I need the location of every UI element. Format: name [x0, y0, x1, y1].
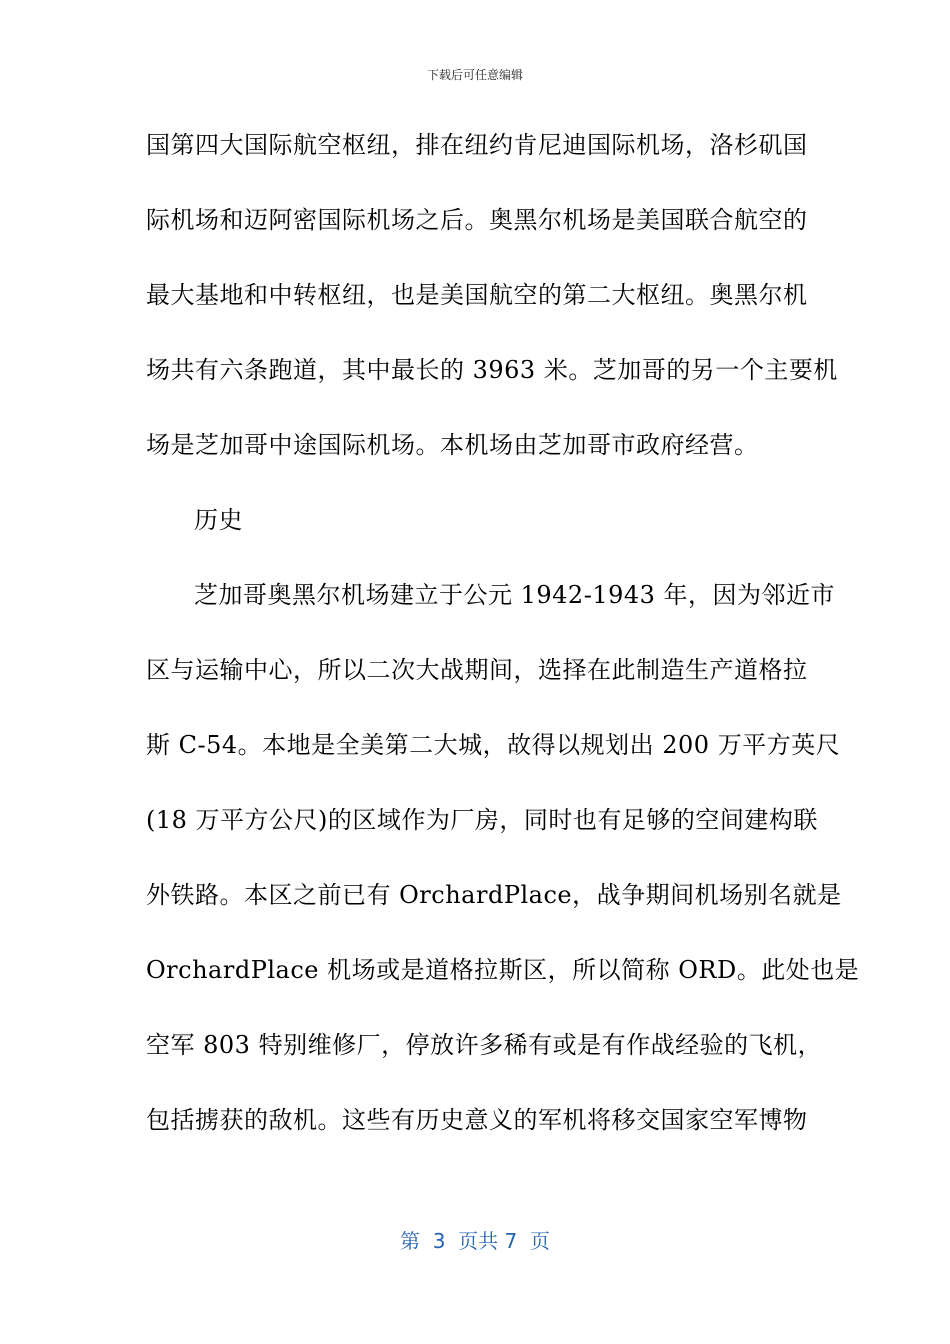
- body-line: OrchardPlace 机场或是道格拉斯区，所以简称 ORD。此处也是: [146, 956, 860, 984]
- body-line: 芝加哥奥黑尔机场建立于公元 1942-1943 年，因为邻近市: [194, 581, 836, 609]
- body-line: 场是芝加哥中途国际机场。本机场由芝加哥市政府经营。: [146, 431, 759, 459]
- section-heading: 历史: [194, 506, 243, 534]
- body-line: 最大基地和中转枢纽，也是美国航空的第二大枢纽。奥黑尔机: [146, 281, 808, 309]
- body-line: 包括掳获的敌机。这些有历史意义的军机将移交国家空军博物: [146, 1106, 808, 1134]
- body-line: 场共有六条跑道，其中最长的 3963 米。芝加哥的另一个主要机: [146, 356, 838, 384]
- body-line: 区与运输中心，所以二次大战期间，选择在此制造生产道格拉: [146, 656, 808, 684]
- body-line: 外铁路。本区之前已有 OrchardPlace，战争期间机场别名就是: [146, 881, 842, 909]
- document-body: [146, 122, 860, 1172]
- body-line: 际机场和迈阿密国际机场之后。奥黑尔机场是美国联合航空的: [146, 206, 808, 234]
- page-header-note: 下载后可任意编辑: [426, 68, 523, 82]
- body-line: 空军 803 特别维修厂，停放许多稀有或是有作战经验的飞机，: [146, 1031, 823, 1059]
- body-line: 国第四大国际航空枢纽，排在纽约肯尼迪国际机场，洛杉矶国: [146, 131, 808, 159]
- body-line: (18 万平方公尺)的区域作为厂房，同时也有足够的空间建构联: [146, 806, 818, 834]
- body-line: 斯 C-54。本地是全美第二大城，故得以规划出 200 万平方英尺: [146, 731, 841, 759]
- page-number-footer: 第 3 页共 7 页: [400, 1229, 550, 1253]
